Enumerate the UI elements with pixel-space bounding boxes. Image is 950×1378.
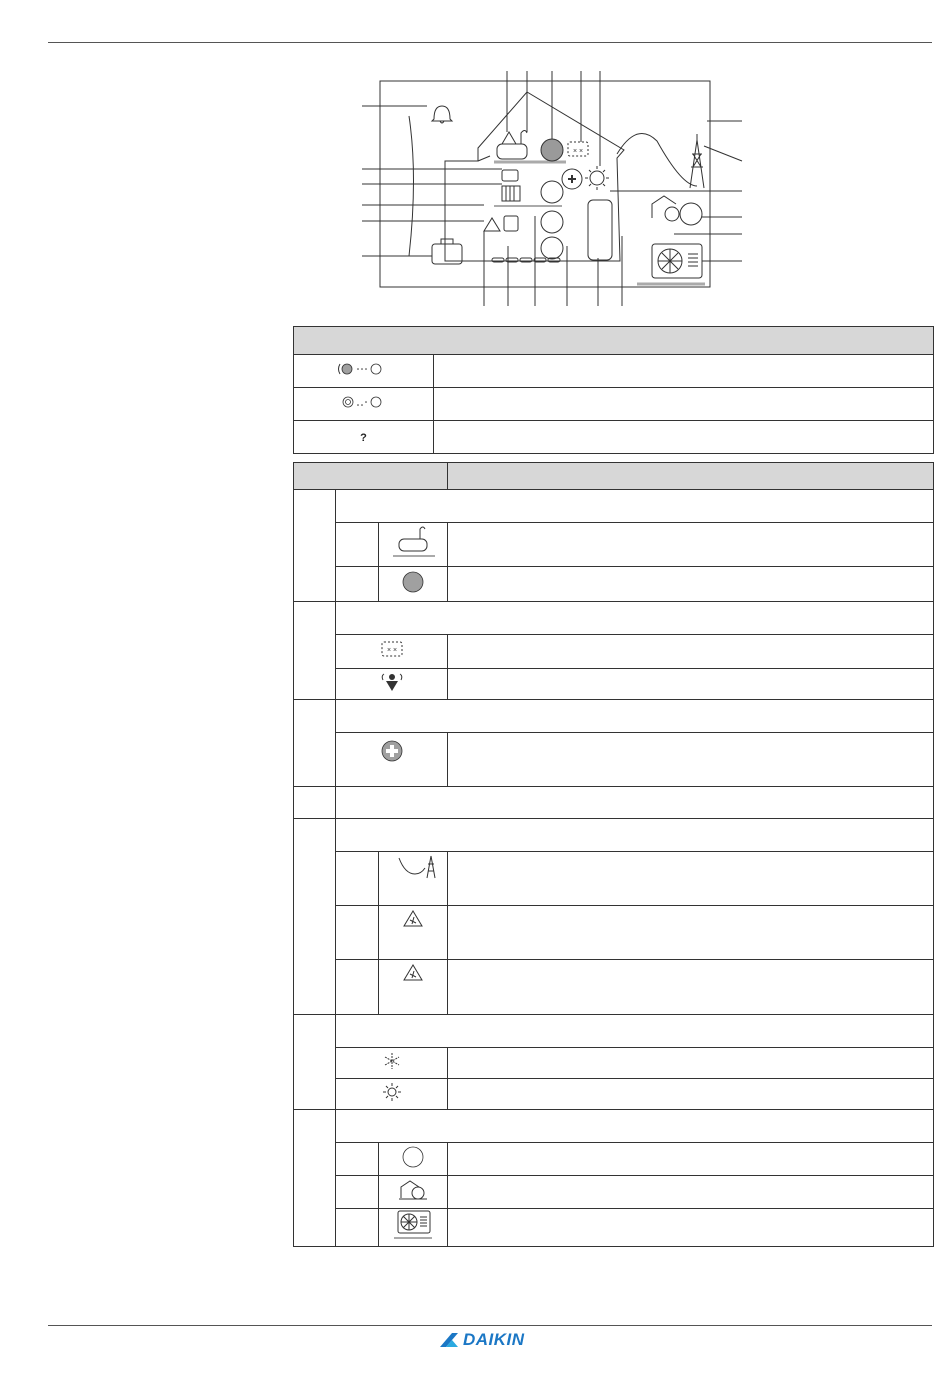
group-4-number — [294, 787, 336, 819]
group-7-number — [294, 1110, 336, 1247]
spinning-circle-icon — [334, 395, 394, 409]
group-5-title — [336, 819, 934, 852]
item-number — [336, 906, 379, 960]
power-pylon-icon — [690, 134, 704, 188]
item-number — [336, 1176, 379, 1209]
legend-col-header-right — [448, 463, 934, 490]
group-7-title — [336, 1110, 934, 1143]
item-desc — [448, 669, 934, 700]
group-2-number — [294, 602, 336, 700]
daikin-logo-icon — [438, 1331, 460, 1349]
room-thermostat-icon — [502, 170, 518, 181]
group-3-title — [336, 700, 934, 733]
group-3-number — [294, 700, 336, 787]
bottom-rule — [48, 1325, 932, 1326]
item-desc — [448, 852, 934, 906]
circle-gray-icon — [401, 570, 425, 594]
item-desc — [448, 567, 934, 602]
home-screen-diagram — [352, 66, 752, 306]
legend-col-header-left — [294, 463, 448, 490]
sun-icon — [382, 1082, 402, 1102]
recycle-icon — [398, 906, 428, 932]
snowflake-icon — [382, 1051, 402, 1071]
group-4-title — [336, 787, 934, 819]
item-number — [336, 1209, 379, 1247]
group-1-title — [336, 490, 934, 523]
legend-desc — [434, 388, 934, 421]
legend-icon-cell — [294, 355, 434, 388]
item-number — [336, 523, 379, 567]
item-desc — [448, 1176, 934, 1209]
item-desc — [448, 1143, 934, 1176]
item-number — [336, 1143, 379, 1176]
house-temp-icon — [393, 1178, 433, 1202]
circle-gray-open-circle-icon — [334, 362, 394, 376]
recycle-icon — [398, 960, 428, 986]
group-2-title — [336, 602, 934, 635]
open-circle-icon — [401, 1145, 425, 1169]
power-pylon-icon — [385, 852, 441, 886]
bell-icon — [432, 106, 452, 123]
item-number — [336, 852, 379, 906]
svg-text:× ×: × × — [386, 647, 397, 654]
group-1-number — [294, 490, 336, 602]
remote-controller-icon — [504, 216, 518, 231]
top-rule — [48, 42, 932, 43]
item-desc — [448, 733, 934, 787]
item-desc — [448, 1048, 934, 1079]
group-6-title — [336, 1015, 934, 1048]
quiet-mode-icon — [377, 671, 407, 693]
legend-icon-cell — [294, 388, 434, 421]
legend-header — [294, 327, 934, 355]
item-number — [336, 960, 379, 1015]
question-icon: ? — [360, 432, 367, 444]
item-desc — [448, 635, 934, 669]
legend-desc — [434, 355, 934, 388]
recycle-icon-top — [502, 132, 516, 144]
bathtub-icon — [385, 525, 441, 559]
radiator-icon — [502, 186, 520, 201]
away-icon — [380, 639, 404, 659]
svg-text:× ×: × × — [572, 148, 584, 155]
icon-legend-table — [293, 326, 934, 454]
legend-desc — [434, 421, 934, 454]
recycle-icon — [484, 218, 500, 231]
item-desc — [448, 906, 934, 960]
daikin-wordmark: DAIKIN — [463, 1330, 525, 1349]
tank-icon — [588, 200, 612, 260]
bathtub-icon — [497, 144, 527, 159]
sun-icon — [585, 166, 609, 190]
daikin-logo — [438, 1330, 525, 1350]
group-6-number — [294, 1015, 336, 1110]
item-desc — [448, 523, 934, 567]
item-desc — [448, 960, 934, 1015]
item-legend-table — [293, 462, 934, 1247]
item-desc — [448, 1209, 934, 1247]
group-5-number — [294, 819, 336, 1015]
item-desc — [448, 1079, 934, 1110]
legend-icon-cell — [294, 421, 434, 454]
item-number — [336, 567, 379, 602]
booster-heater-icon — [380, 739, 404, 763]
outdoor-unit-icon — [390, 1209, 436, 1241]
